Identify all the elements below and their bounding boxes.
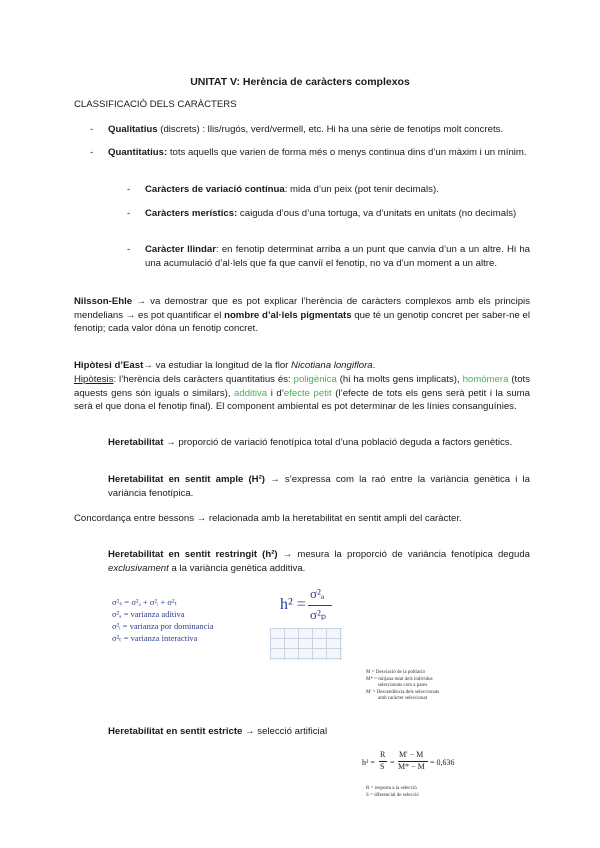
hipotesi-t5: (l’efecte de tots els gens serà petit i la suma serà el que dona el fenotip final). El component ambiental es pot determinar de les línies consanguínies. [74,387,531,412]
h2-lhs: h² = [280,596,306,613]
heretabilitat-text: → proporció de variació fenotípica total d’una població deguda a factors genètics. [163,437,513,448]
f2-lhs: h² = [362,758,375,767]
bullet-dash: - [90,124,94,135]
hipotesi-t4: i d’ [267,387,284,399]
sub3-text: : en fenotip determinat arriba a un punt que canvia d’un a un altre. Hi ha una acumulació d’al·lels que fa que canviï el fenotip, no va d’un moment a un altre. [145,244,530,269]
bullet-dash: - [127,244,131,255]
section-heading: CLASSIFICACIÓ DELS CARÀCTERS [74,99,237,110]
bullet-dash: - [90,147,94,158]
heretabilitat-restringit [108,548,530,575]
f2-den2: M* − M [398,762,425,771]
bullet-dash: - [127,208,131,219]
east-italic: Nicotiana longiflora [291,360,373,371]
legend-line: R = resposta a la selecció [366,786,417,791]
estricte-label: Heretabilitat en sentit estricte [108,726,243,737]
additiva-term: additiva [234,387,268,399]
east-end: . [372,360,376,371]
hipotesi-t1: : l’herència dels caràcters quantitatius és: [113,374,294,385]
legend-line: amb caràcter seleccionat [378,696,428,701]
grid-image [270,628,342,660]
nilsson-bold: nombre d’al·lels pigmentats [224,309,352,321]
estricte-text: → selecció artificial [242,726,328,737]
sub-item-llindar [145,243,530,270]
nilsson-label: Nilsson-Ehle [74,296,133,307]
sub1-label: Caràcters de variació contínua [145,184,285,195]
east-paragraph [74,359,530,373]
restringit-t2: a la variància genètica additiva. [168,562,306,574]
nilsson-paragraph [74,295,530,336]
variance-symbol-t: σ²ₜ [112,633,122,643]
f2-num1: R [380,750,386,759]
legend-response [366,786,456,799]
variance-formula [112,596,272,644]
f2-value: = 0,636 [430,758,455,767]
qualitatius-label: Qualitatius [108,124,158,135]
restringit-t1: → mesura la proporció de variància fenotípica deguda [277,549,530,560]
heretabilitat-label: Heretabilitat [108,437,164,448]
poligenica-term: poligènica [293,374,337,385]
legend-line: M* = mitjana total dels individus [366,676,433,682]
variance-equation: σ²ₛ = σ²ₐ + σ²ᵢ + σ²ₜ [112,597,178,607]
h2-fraction-bar [308,605,332,606]
sub-item-continua [145,183,530,197]
legend-line: M' = Descendència dels seleccionats [366,689,440,695]
qualitatius-item [108,123,530,137]
restringit-label: Heretabilitat en sentit restringit (h²) [108,549,278,560]
h2-numerator: σ²ₐ [310,586,325,601]
qualitatius-text: (discrets) : llis/rugós, verd/vermell, etc. Hi ha una sèrie de fenotips molt concrets. [157,124,504,135]
variance-interactiva: = varianza interactiva [123,633,198,643]
sub2-text: caiguda d’ous d’una tortuga, va d’unitats en unitats (no decimals) [237,208,517,219]
nilsson-text1: → va demostrar que es pot explicar l’herència de caràcters complexos amb els principis mendelians → es pot quantificar el [74,296,530,321]
hipotesi-label: Hipòtesis [74,374,114,385]
variance-symbol-a: σ²ₐ [112,609,122,619]
sub1-text: : mida d’un peix (pot tenir decimals). [284,184,439,195]
page-title: UNITAT V: Herència de caràcters complexos [190,76,410,88]
quantitatius-text: tots aquells que varien de forma més o menys continua dins d’un màxim i un mínim. [167,147,527,158]
heretabilitat-ample [108,473,530,500]
quantitatius-label: Quantitatius: [108,147,168,158]
nilsson-text2: que té un genotip concret per saber-ne el fenotip; cada valor dóna un fenotip concret. [74,309,530,334]
f2-num2: M' − M [399,750,424,759]
sub3-label: Caràcter llindar [145,244,216,255]
east-label: Hipòtesi d’East [74,360,144,371]
legend-selection [366,670,456,703]
hipotesi-t3: (tots aquests gens són iguals o similars), [74,374,530,399]
bullet-dash: - [127,184,131,195]
ample-text: → s’expressa com la raó entre la variància genètica i la variància fenotípica. [108,474,530,499]
h2-denominator: σ²ₚ [310,607,327,622]
hipotesi-paragraph [74,373,530,414]
homomera-term: homòmera [462,374,509,385]
f2-den1: S [380,762,385,771]
response-formula [362,748,462,780]
heretabilitat-estricte [108,725,530,739]
legend-line: M = Desviació de la població [366,670,426,675]
east-text: → va estudiar la longitud de la flor [143,360,292,371]
restringit-italic: exclusivament [108,562,169,574]
sub-item-meristics [145,207,530,221]
hipotesi-t2: (hi ha molts gens implicats), [336,374,463,385]
efecte-petit-term: efecte petit [283,387,332,399]
variance-symbol-i: σ²ᵢ [112,621,121,631]
sub2-label: Caràcters merístics: [145,208,238,219]
variance-aditiva: = varianza aditiva [123,609,185,619]
variance-dominancia: = varianza por dominancia [122,621,214,631]
legend-line: seleccionats com a pares [378,683,428,688]
legend-line: S = diferencial de selecció [366,792,419,798]
ample-label: Heretabilitat en sentit ample (H²) [108,474,266,485]
concordanca-line: Concordança entre bessons → relacionada amb la heretabilitat en sentit ampli del caràcter. [74,513,462,524]
quantitatius-item [108,146,530,160]
f2-eq: = [390,758,395,767]
heretabilitat-def [108,436,530,450]
